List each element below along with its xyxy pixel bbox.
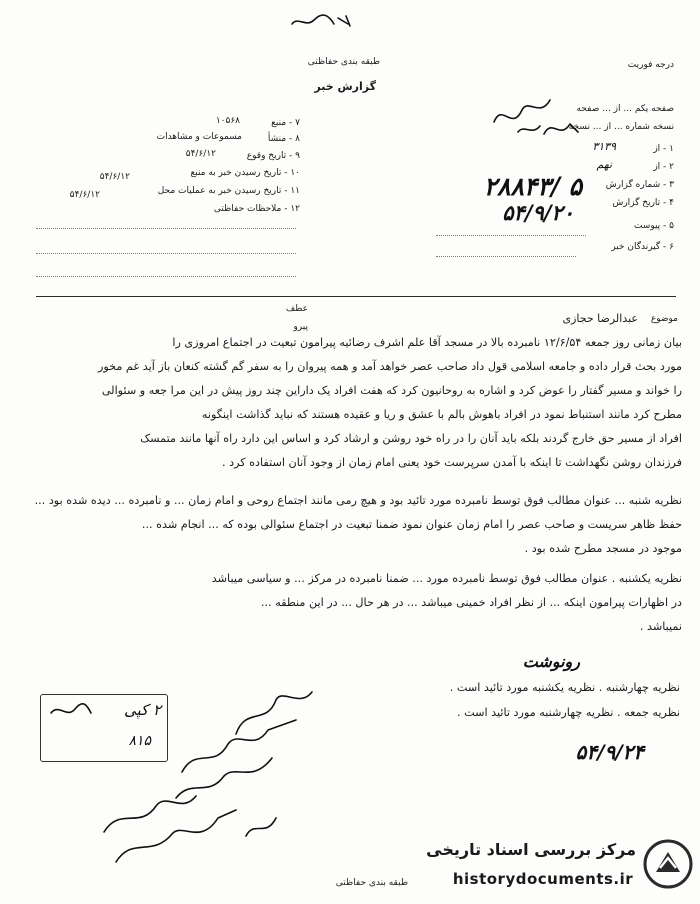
field-1-label: ۱ - از [653, 144, 674, 154]
comment-line-2: حفظ ظاهر سریست و صاحب عصر را امام زمان عنوان نمود ضمنا تبعیت در اجتماع سئوالی بوده که ... انجام شده ... [141, 518, 682, 531]
field-2-value: نهم [596, 158, 612, 171]
notes-dotline-3 [36, 276, 296, 277]
stamp-line-1: ۲ کپی [123, 701, 161, 719]
field-10-label: ۱۰ - تاریخ رسیدن خبر به منبع [190, 168, 300, 178]
field-1-value: ۳۱۳۹ [592, 140, 616, 153]
field-9-value: ۵۴/۶/۱۲ [185, 149, 216, 159]
field-7-value: ۱۰۵۶۸ [215, 116, 240, 126]
body-line-2: مورد بحث قرار داده و جامعه اسلامی قول داد صاحب عصر خواهد آمد و همه پیروان را به سفر گم گشته کنعان باز آید غم مخور [97, 360, 682, 373]
notes-dotline-2 [36, 253, 296, 254]
page-count-line: صفحه یکم ... از ... صفحه [576, 104, 674, 114]
handwritten-scribble-copy [540, 114, 582, 144]
field-11-value: ۵۴/۶/۱۲ [69, 190, 100, 200]
field-10-value: ۵۴/۶/۱۲ [99, 172, 130, 182]
archive-name: مرکز بررسی اسناد تاریخی [426, 840, 636, 859]
notes-dotline-1 [36, 228, 296, 229]
body-line-6: فرزندان روشن نگهداشت تا اینکه با آمدن سرپرست خود یعنی امام زمان از وجود آنان استفاده کرد . [222, 456, 682, 469]
field-8-value: مسموعات و مشاهدات [156, 132, 242, 142]
subject-label: موضوع [650, 314, 678, 324]
approval-line-2: نظریه جمعه . نظریه چهارشنبه مورد تائید است . [456, 706, 680, 719]
field-7-label: ۷ - منبع [271, 118, 300, 128]
priority-label: درجه فوریت [627, 60, 674, 70]
classification-bottom: طبقه بندی حفاظتی [335, 878, 408, 888]
handwritten-initials: رونوشت [522, 652, 580, 671]
archive-watermark [418, 832, 700, 904]
top-smudge-mark [288, 10, 358, 32]
header-divider [36, 296, 676, 297]
archive-logo-icon [642, 838, 694, 890]
field-11-label: ۱۱ - تاریخ رسیدن خبر به عملیات محل [157, 186, 300, 196]
field-4-label: ۴ - تاریخ گزارش [612, 198, 674, 208]
field-6-label: ۶ - گیرندگان خبر [611, 242, 674, 252]
comment2-line-1: نظریه یکشنبه . عنوان مطالب فوق توسط نامبرده مورد ... ضمنا نامبرده در مرکز ... و سیاسی میباشد [211, 572, 682, 585]
report-date-handwritten: ۵۴/۹/۲۰ [502, 200, 574, 225]
field-5-label: ۵ - پیوست [633, 221, 674, 231]
handwritten-signature-block [96, 686, 326, 876]
body-line-3: را خواند و مسیر گفتار را عوض کرد و اشاره به روحانیون کرد که هفت افراد یک داراین چند روز پیش در این مرا جعه و سئوالی [101, 384, 682, 397]
stamp-line-2: ۸۱۵ [128, 733, 151, 749]
ref-label: عطف [285, 304, 308, 314]
field-9-label: ۹ - تاریخ وقوع [246, 151, 300, 161]
report-number-handwritten: ۲۸۸۴۳/ ۵ [483, 172, 582, 201]
body-line-4: مطرح کرد مانند استنباط نمود در افراد باهوش بالم با عشق و ریا و عقیده هستند که نباید گذاشت اینگونه [201, 408, 682, 421]
comment2-line-2: در اظهارات پیرامون اینکه ... از نظر افراد خمینی میباشد ... در هر حال ... در این منطقه ... [260, 596, 682, 609]
field-6-dotline [436, 256, 576, 257]
field-8-label: ۸ - منشأ [267, 134, 300, 144]
field-2-label: ۲ - از [653, 162, 674, 172]
handwritten-margin-date: ۵۴/۹/۲۴ [575, 740, 644, 764]
archive-url: historydocuments.ir [452, 870, 634, 888]
classification-top: طبقه بندی حفاظتی [307, 57, 380, 67]
comment-line-1: نظریه شنبه ... عنوان مطالب فوق توسط نامبرده مورد تائید بود و هیچ رمی مانند اجتماع روحی و امام زمان ... و نامبرده ... دیده شده بود ... [34, 494, 682, 507]
follow-label: پیرو [293, 322, 308, 332]
body-line-1: بیان زمانی روز جمعه ۱۲/۶/۵۴ نامبرده بالا در مسجد آقا علم اشرف رضائیه پیرامون تبعیت در اجتماع امروزی را [172, 336, 682, 349]
comment-line-3: موجود در مسجد مطرح شده بود . [524, 542, 682, 555]
stamp-scribble [49, 701, 93, 721]
report-title: گزارش خبر [314, 80, 376, 93]
subject-text: عبدالرضا حجازی [562, 312, 638, 325]
field-3-label: ۳ - شماره گزارش [605, 180, 674, 190]
approval-line-1: نظریه چهارشنبه . نظریه یکشنبه مورد تائید است . [449, 681, 680, 694]
body-line-5: افراد از مسیر حق خارج گردند بلکه باید آنان را در راه خود روشن و ارشاد کرد و اساس این دارد راه آنها مانند متمسک [140, 432, 682, 445]
field-5-dotline [436, 235, 586, 236]
field-12-label: ۱۲ - ملاحظات حفاظتی [213, 204, 300, 214]
copy-number-line: نسخه شماره ... از ... نسخه [568, 122, 674, 132]
comment2-line-3: نمیباشد . [639, 620, 682, 633]
